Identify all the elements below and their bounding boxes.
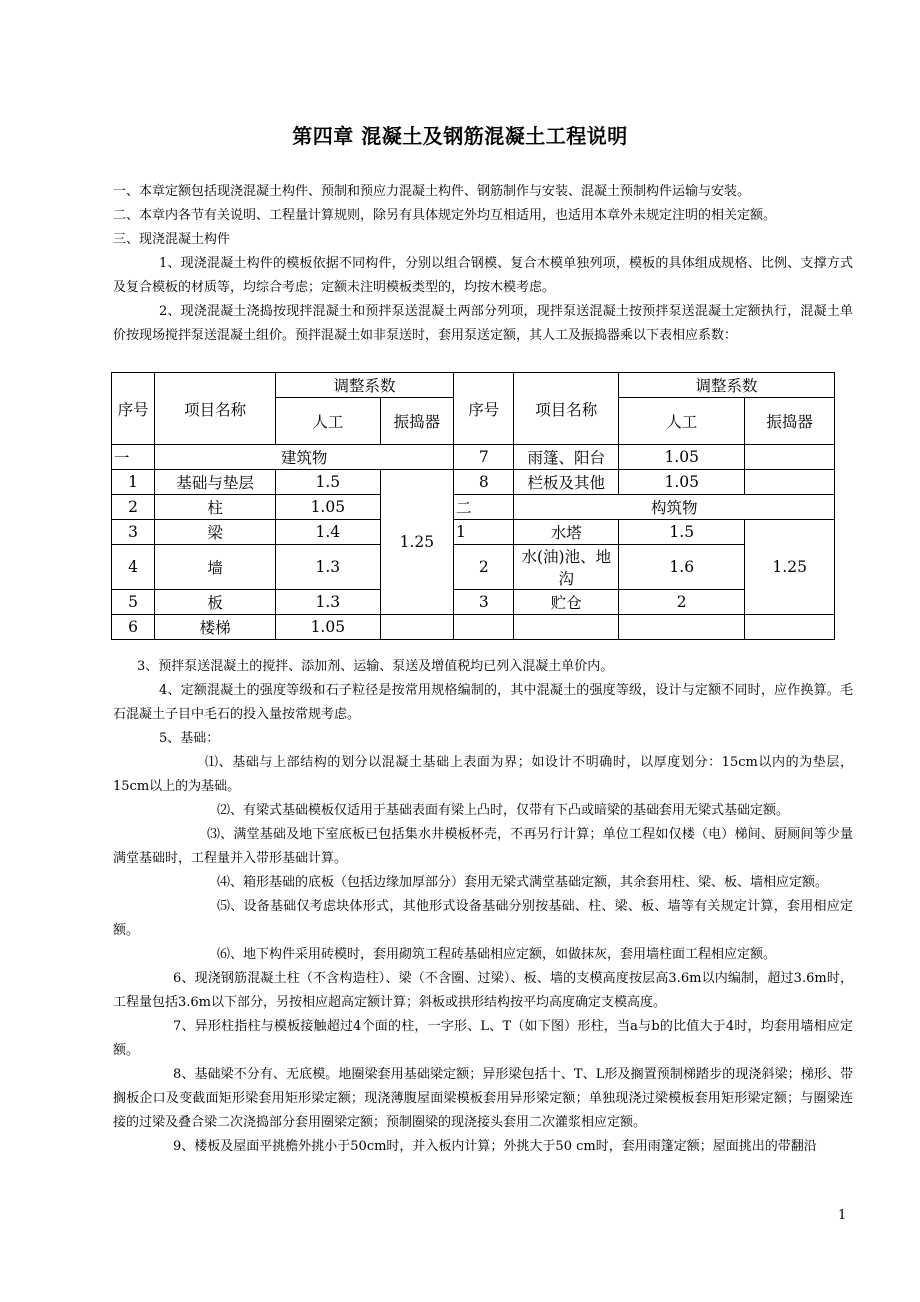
body-paragraph-5-4: ⑷、箱形基础的底板（包括边缘加厚部分）套用无梁式满堂基础定额，其余套用柱、梁、板、墙相应定额。 (217, 875, 829, 890)
intro-paragraph-2: 二、本章内各节有关说明、工程量计算规则，除另有具体规定外均互相适用，也适用本章外未规定注明的相关定额。 (113, 208, 777, 223)
body-paragraph-7: 7、异形柱指柱与模板接触超过4个面的柱，一字形、L、T（如下图）形柱，当a与b的比值大于4时，均套用墙相应定额。 (113, 1019, 853, 1058)
intro-paragraph-5: 2、现浇混凝土浇捣按现拌混凝土和预拌泵送混凝土两部分列项，现拌泵送混凝土按预拌泵送混凝土定额执行，混凝土单价按现场搅拌泵送混凝土组价。预拌混凝土如非泵送时，套用泵送定额，其人工及振捣器乘以下表相应系数： (113, 304, 853, 343)
intro-paragraph-3: 三、现浇混凝土构件 (113, 232, 231, 247)
body-paragraph-4: 4、定额混凝土的强度等级和石子粒径是按常用规格编制的，其中混凝土的强度等级，设计与定额不同时，应作换算。毛石混凝土子目中毛石的投入量按常规考虑。 (113, 683, 853, 722)
name-cell: 雨篷、阳台 (514, 445, 619, 470)
vibrator-cell (745, 470, 835, 495)
group-cell: 构筑物 (514, 495, 835, 520)
labor-cell: 1.3 (276, 590, 381, 615)
intro-paragraph-1: 一、本章定额包括现浇混凝土构件、预制和预应力混凝土构件、钢筋制作与安装、混凝土预制构件运输与安装。 (113, 184, 751, 199)
name-cell: 梁 (155, 520, 276, 545)
name-cell: 基础与垫层 (155, 470, 276, 495)
body-paragraph-5-6: ⑹、地下构件采用砖模时，套用砌筑工程砖基础相应定额，如做抹灰，套用墙柱面工程相应定额。 (217, 947, 777, 962)
vibrator-cell-merged-right: 1.25 (745, 520, 835, 615)
group-cell: 建筑物 (155, 445, 454, 470)
header-vibrator-right: 振捣器 (745, 398, 835, 445)
table-row (112, 445, 835, 470)
labor-cell: 1.05 (276, 615, 381, 640)
header-adjust-right: 调整系数 (619, 373, 835, 398)
table-row (112, 590, 835, 615)
seq-cell: 一 (112, 445, 155, 470)
labor-cell: 1.6 (619, 545, 745, 590)
header-labor-right: 人工 (619, 398, 745, 445)
labor-cell: 1.05 (619, 445, 745, 470)
header-name-right: 项目名称 (514, 373, 619, 445)
name-cell: 板 (155, 590, 276, 615)
seq-cell: 6 (112, 615, 155, 640)
labor-cell: 2 (619, 590, 745, 615)
body-paragraph-3: 3、预拌泵送混凝土的搅拌、添加剂、运输、泵送及增值税均已列入混凝土单价内。 (137, 659, 614, 674)
name-cell: 贮仓 (514, 590, 619, 615)
vibrator-cell (745, 445, 835, 470)
empty-cell (380, 615, 453, 640)
body-paragraph-5: 5、基础： (159, 731, 220, 746)
header-seq-left: 序号 (112, 373, 155, 445)
table-row (112, 495, 835, 520)
header-labor-left: 人工 (276, 398, 381, 445)
empty-cell (514, 615, 619, 640)
header-vibrator-left: 振捣器 (380, 398, 453, 445)
empty-cell (745, 615, 835, 640)
table-row (112, 520, 835, 545)
seq-cell: 1 (454, 520, 514, 545)
header-name-left: 项目名称 (155, 373, 276, 445)
seq-cell: 二 (454, 495, 514, 520)
coefficient-table (111, 372, 835, 640)
body-paragraph-6: 6、现浇钢筋混凝土柱（不含构造柱）、梁（不含圈、过梁）、板、墙的支模高度按层高3.6m以内编制，超过3.6m时，工程量包括3.6m以下部分，另按相应超高定额计算；斜板或拱形结构按平均高度确定支模高度。 (113, 971, 853, 1010)
body-paragraph-5-3: ⑶、满堂基础及地下室底板已包括集水井模板杯壳，不再另行计算；单位工程如仅楼（电）梯间、厨厕间等少量满堂基础时，工程量并入带形基础计算。 (113, 827, 853, 866)
seq-cell: 1 (112, 470, 155, 495)
seq-cell: 3 (112, 520, 155, 545)
body-paragraph-5-5: ⑸、设备基础仅考虑块体形式，其他形式设备基础分别按基础、柱、梁、板、墙等有关规定计算，套用相应定额。 (113, 899, 853, 938)
labor-cell: 1.5 (619, 520, 745, 545)
seq-cell: 2 (454, 545, 514, 590)
labor-cell: 1.05 (619, 470, 745, 495)
name-cell: 水(油)池、地沟 (514, 545, 619, 590)
name-cell: 楼梯 (155, 615, 276, 640)
name-cell: 墙 (155, 545, 276, 590)
table-row (112, 545, 835, 590)
labor-cell: 1.05 (276, 495, 381, 520)
seq-cell: 5 (112, 590, 155, 615)
seq-cell: 3 (454, 590, 514, 615)
labor-cell: 1.3 (276, 545, 381, 590)
body-section (113, 655, 853, 1159)
intro-paragraph-4: 1、现浇混凝土构件的模板依据不同构件，分别以组合钢模、复合木模单独列项，模板的具体组成规格、比例、支撑方式及复合模板的材质等，均综合考虑；定额未注明模板类型的，均按木模考虑。 (113, 256, 853, 295)
labor-cell: 1.5 (276, 470, 381, 495)
header-adjust-left: 调整系数 (276, 373, 454, 398)
labor-cell: 1.4 (276, 520, 381, 545)
table-row (112, 615, 835, 640)
seq-cell: 7 (454, 445, 514, 470)
header-seq-right: 序号 (454, 373, 514, 445)
intro-section (113, 180, 853, 348)
page-title: 第四章 混凝土及钢筋混凝土工程说明 (292, 124, 628, 148)
body-paragraph-5-1: ⑴、基础与上部结构的划分以混凝土基础上表面为界；如设计不明确时，以厚度划分：15cm以内的为垫层，15cm以上的为基础。 (113, 755, 853, 794)
vibrator-cell-merged-left: 1.25 (380, 470, 453, 615)
body-paragraph-8: 8、基础梁不分有、无底模。地圈梁套用基础梁定额；异形梁包括十、T、L形及搁置预制梯踏步的现浇斜梁；梯形、带搁板企口及变截面矩形梁套用矩形梁定额；现浇薄腹屋面梁模板套用异形梁定额；单独现浇过梁模板套用矩形梁定额；与圈梁连接的过梁及叠合梁二次浇捣部分套用圈梁定额；预制圈梁的现浇接头套用二次灌浆相应定额。 (113, 1067, 853, 1130)
empty-cell (619, 615, 745, 640)
name-cell: 栏板及其他 (514, 470, 619, 495)
body-paragraph-9: 9、楼板及屋面平挑檐外挑小于50cm时，并入板内计算；外挑大于50 cm时，套用雨篷定额；屋面挑出的带翻沿 (173, 1139, 817, 1154)
seq-cell: 8 (454, 470, 514, 495)
name-cell: 水塔 (514, 520, 619, 545)
empty-cell (454, 615, 514, 640)
page-number: 1 (838, 1208, 847, 1223)
name-cell: 柱 (155, 495, 276, 520)
table-row (112, 470, 835, 495)
body-paragraph-5-2: ⑵、有梁式基础模板仅适用于基础表面有梁上凸时，仅带有下凸或暗梁的基础套用无梁式基础定额。 (217, 803, 790, 818)
seq-cell: 4 (112, 545, 155, 590)
seq-cell: 2 (112, 495, 155, 520)
